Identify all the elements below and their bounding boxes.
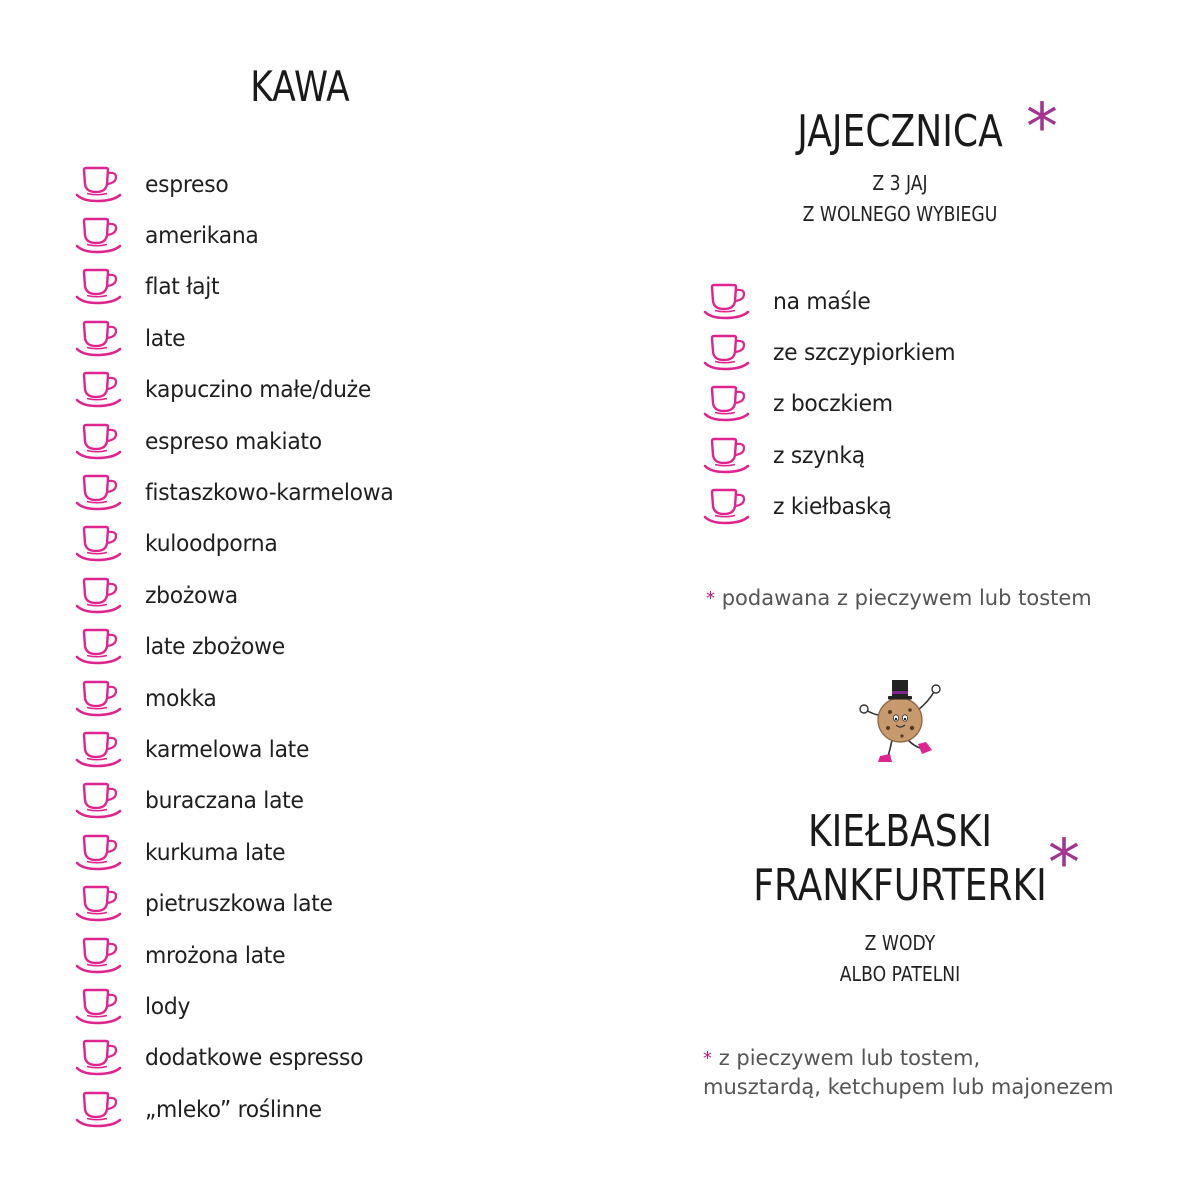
coffee-cup-icon: [75, 782, 125, 820]
kawa-menu-list: [75, 159, 407, 1135]
menu-item-label: z szynką: [773, 442, 865, 469]
cookie-mascot-icon: [852, 676, 948, 768]
menu-item-label: kuloodporna: [145, 531, 278, 558]
menu-item: [75, 416, 407, 467]
coffee-cup-icon: [75, 1039, 125, 1077]
coffee-cup-icon: [703, 385, 753, 423]
menu-item: [703, 379, 965, 430]
kielbaski-note-line1: z pieczywem lub tostem,: [718, 1046, 981, 1070]
menu-item-label: kurkuma late: [145, 839, 286, 866]
menu-item: [75, 313, 407, 364]
menu-item: [75, 1084, 407, 1135]
menu-item: [75, 981, 407, 1032]
menu-item-label: late: [145, 325, 186, 352]
menu-item: [75, 724, 407, 775]
menu-item-label: flat łajt: [145, 274, 220, 301]
menu-item: [75, 622, 407, 673]
menu-item: [75, 673, 407, 724]
jajecznica-note-text: podawana z pieczywem lub tostem: [721, 586, 1092, 610]
menu-item-label: pietruszkowa late: [145, 891, 333, 918]
jajecznica-note-star: *: [706, 588, 715, 609]
kielbaski-subtitle-line2: ALBO PATELNI: [839, 962, 961, 986]
menu-item-label: zbożowa: [145, 582, 238, 609]
jajecznica-menu-list: [703, 276, 965, 533]
coffee-cup-icon: [703, 283, 753, 321]
menu-item-label: z boczkiem: [773, 391, 893, 418]
coffee-cup-icon: [703, 488, 753, 526]
menu-item-label: espreso makiato: [145, 428, 322, 455]
menu-item-label: z kiełbaską: [773, 494, 892, 521]
coffee-cup-icon: [75, 937, 125, 975]
coffee-cup-icon: [75, 628, 125, 666]
coffee-cup-icon: [75, 371, 125, 409]
coffee-cup-icon: [75, 680, 125, 718]
coffee-cup-icon: [703, 334, 753, 372]
coffee-cup-icon: [75, 885, 125, 923]
coffee-cup-icon: [75, 320, 125, 358]
kielbaski-note-star: *: [703, 1048, 712, 1069]
coffee-cup-icon: [75, 988, 125, 1026]
menu-item: [75, 1033, 407, 1084]
menu-item-label: na maśle: [773, 288, 871, 315]
jajecznica-title: JAJECZNICA: [797, 106, 1003, 157]
coffee-cup-icon: [75, 474, 125, 512]
menu-item: [75, 827, 407, 878]
menu-item-label: late zbożowe: [145, 634, 285, 661]
menu-item-label: amerikana: [145, 223, 259, 250]
menu-item-label: espreso: [145, 171, 229, 198]
menu-item-label: fistaszkowo-karmelowa: [145, 480, 394, 507]
kielbaski-title-line1: KIEŁBASKI: [807, 806, 993, 857]
coffee-cup-icon: [75, 217, 125, 255]
coffee-cup-icon: [75, 423, 125, 461]
kielbaski-note-line2: musztardą, ketchupem lub majonezem: [703, 1075, 1114, 1099]
coffee-cup-icon: [75, 731, 125, 769]
kielbaski-subtitle-line1: Z WODY: [864, 931, 936, 955]
jajecznica-subtitle-line1: Z 3 JAJ: [872, 171, 928, 195]
menu-item-label: lody: [145, 993, 191, 1020]
jajecznica-note: [706, 584, 1092, 613]
coffee-cup-icon: [75, 577, 125, 615]
coffee-cup-icon: [75, 834, 125, 872]
menu-item: [75, 930, 407, 981]
menu-item: [75, 776, 407, 827]
menu-item-label: buraczana late: [145, 788, 304, 815]
coffee-cup-icon: [75, 1091, 125, 1129]
jajecznica-asterisk: *: [1026, 91, 1058, 165]
menu-item: [75, 570, 407, 621]
coffee-cup-icon: [75, 525, 125, 563]
menu-item: [75, 365, 407, 416]
menu-item: [75, 262, 407, 313]
menu-item: [75, 878, 407, 929]
menu-item-label: mokka: [145, 685, 217, 712]
menu-item-label: karmelowa late: [145, 736, 310, 763]
menu-item: [75, 519, 407, 570]
menu-item: [703, 276, 965, 327]
menu-item: [703, 430, 965, 481]
menu-item: [703, 327, 965, 378]
coffee-cup-icon: [75, 268, 125, 306]
jajecznica-subtitle: [780, 168, 1021, 230]
menu-item-label: ze szczypiorkiem: [773, 340, 956, 367]
coffee-cup-icon: [703, 437, 753, 475]
menu-item-label: „mleko” roślinne: [145, 1096, 322, 1123]
kielbaski-note: [703, 1044, 1114, 1102]
jajecznica-subtitle-line2: Z WOLNEGO WYBIEGU: [802, 202, 998, 226]
menu-item-label: kapuczino małe/duże: [145, 377, 371, 404]
kielbaski-asterisk: *: [1048, 827, 1080, 901]
kawa-title: KAWA: [250, 62, 350, 111]
menu-item-label: dodatkowe espresso: [145, 1045, 364, 1072]
menu-item: [75, 159, 407, 210]
kielbaski-subtitle: [780, 928, 1021, 990]
coffee-cup-icon: [75, 166, 125, 204]
menu-item: [75, 467, 407, 518]
menu-item: [75, 210, 407, 261]
kielbaski-title-line2: FRANKFURTERKI: [753, 860, 1047, 911]
menu-item: [703, 482, 965, 533]
menu-item-label: mrożona late: [145, 942, 286, 969]
